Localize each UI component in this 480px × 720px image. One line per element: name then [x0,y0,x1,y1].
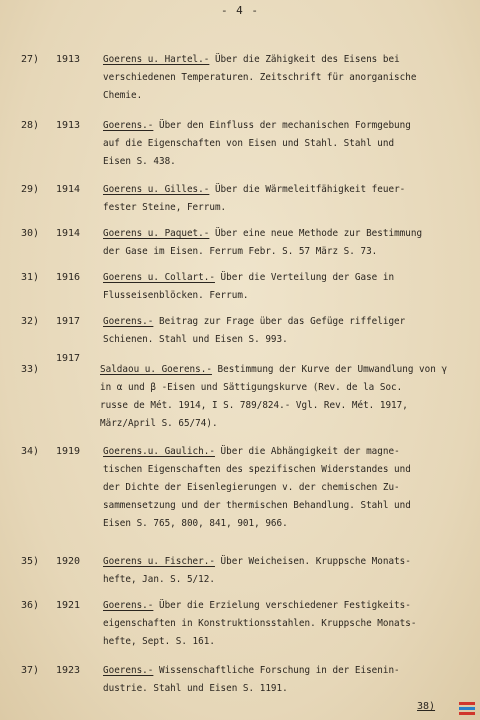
entry-number: 35) [21,556,40,567]
page-number: - 4 - [220,4,260,17]
entry-year: 1914 [56,184,81,195]
entry-line: eigenschaften in Konstruktionsstahlen. Kruppsche Monats- [103,618,417,629]
entry-line-text: Wissenschaftliche Forschung in der Eisenin- [153,665,400,676]
entry-line: der Gase im Eisen. Ferrum Febr. S. 57 März S. 73. [103,246,378,257]
entry-line-text: Über die Wärmeleitfähigkeit feuer- [209,184,406,195]
entry-line: auf die Eigenschaften von Eisen und Stahl. Stahl und [103,138,395,149]
entry-text [103,597,473,651]
entry-year: 1914 [56,228,81,239]
entry-line [103,181,473,199]
entry-line: Über die Zähigkeit des Eisens bei [209,54,400,65]
entry-year: 1921 [56,600,81,611]
entry-number: 31) [21,272,40,283]
entry-line: der Dichte der Eisenlegierungen v. der chemischen Zu- [103,482,400,493]
entry-author: Goerens u. Paquet.- [103,228,210,239]
entry-year: 1913 [56,54,81,65]
entry-line [103,269,473,287]
archive-logo-icon [458,700,476,716]
entry-number: 30) [21,228,40,239]
entry-text [103,225,473,261]
entry-line: tischen Eigenschaften des spezifischen Widerstandes und [103,464,411,475]
entry-line: in α und β -Eisen und Sättigungskurve (Rev. de la Soc. [100,382,403,393]
entry-line: Schienen. Stahl und Eisen S. 993. [103,334,288,345]
next-entry-ref: 38) [417,701,436,712]
entry-line [103,597,473,615]
entry-author: Goerens u. Gilles.- [103,184,210,195]
entry-author: Goerens.- [103,600,154,611]
entry-line: Chemie. [103,90,143,101]
entry-line [103,313,473,331]
entry-number: 34) [21,446,40,457]
entry-line: fester Steine, Ferrum. [103,202,227,213]
entry-line: russe de Mét. 1914, I S. 789/824.- Vgl. Rev. Mét. 1917, [100,400,408,411]
entry-line: März/April S. 65/74). [100,418,218,429]
entry-line-text: Über die Erzielung verschiedener Festigkeits- [153,600,411,611]
entry-line: hefte, Jan. S. 5/12. [103,574,215,585]
entry-text [103,443,473,533]
entry-number: 37) [21,665,40,676]
entry-number: 36) [21,600,40,611]
entry-author: Goerens.- [103,665,154,676]
entry-text [103,553,473,589]
entry-line [103,553,473,571]
entry-year: 1916 [56,272,81,283]
entry-line [103,662,473,680]
entry-line: dustrie. Stahl und Eisen S. 1191. [103,683,288,694]
entry-author: Goerens u. Fischer.- [103,556,215,567]
entry-text [103,117,473,171]
entry-line-text: Über den Einfluss der mechanischen Formgebung [153,120,411,131]
entry-line [103,225,473,243]
entry-year: 1919 [56,446,81,457]
entry-text [100,361,470,433]
entry-line-text: Über die Abhängigkeit der magne- [214,446,400,457]
entry-year: 1917 [56,316,81,327]
entry-year: 1920 [56,556,81,567]
entry-line: verschiedenen Temperaturen. Zeitschrift für anorganische [103,72,417,83]
entry-line: Eisen S. 438. [103,156,176,167]
entry-year: 1913 [56,120,81,131]
entry-line-text: Über die Verteilung der Gase in [214,272,395,283]
entry-line: hefte, Sept. S. 161. [103,636,215,647]
entry-line: Eisen S. 765, 800, 841, 901, 966. [103,518,288,529]
entry-number: 33) [21,364,40,375]
entry-author: Goerens.- [103,316,154,327]
entry-text [103,269,473,305]
entry-text [103,662,473,698]
entry-text [103,181,473,217]
entry-line: Flusseisenblöcken. Ferrum. [103,290,249,301]
entry-year: 1917 [56,353,81,364]
entry-line-text: Beitrag zur Frage über das Gefüge riffeliger [153,316,406,327]
entry-author: Goerens u. Collart.- [103,272,215,283]
entry-number: 28) [21,120,40,131]
entry-text [103,51,473,105]
entry-line [100,361,470,379]
entry-number: 32) [21,316,40,327]
entry-year: 1923 [56,665,81,676]
entry-line-text: Über eine neue Methode zur Bestimmung [209,228,423,239]
entry-author: Goerens.u. Gaulich.- [103,446,215,457]
entry-number: 27) [21,54,40,65]
entry-line [103,443,473,461]
entry-author: Saldaou u. Goerens.- [100,364,212,375]
entry-line-text: Bestimmung der Kurve der Umwandlung von γ [211,364,448,375]
entry-line: sammensetzung und der thermischen Behandlung. Stahl und [103,500,411,511]
entry-line-text: Über Weicheisen. Kruppsche Monats- [214,556,411,567]
entry-text [103,313,473,349]
entry-author: Goerens u. Hartel.- [103,54,210,65]
entry-author: Goerens.- [103,120,154,131]
entry-line [103,117,473,135]
entry-number: 29) [21,184,40,195]
